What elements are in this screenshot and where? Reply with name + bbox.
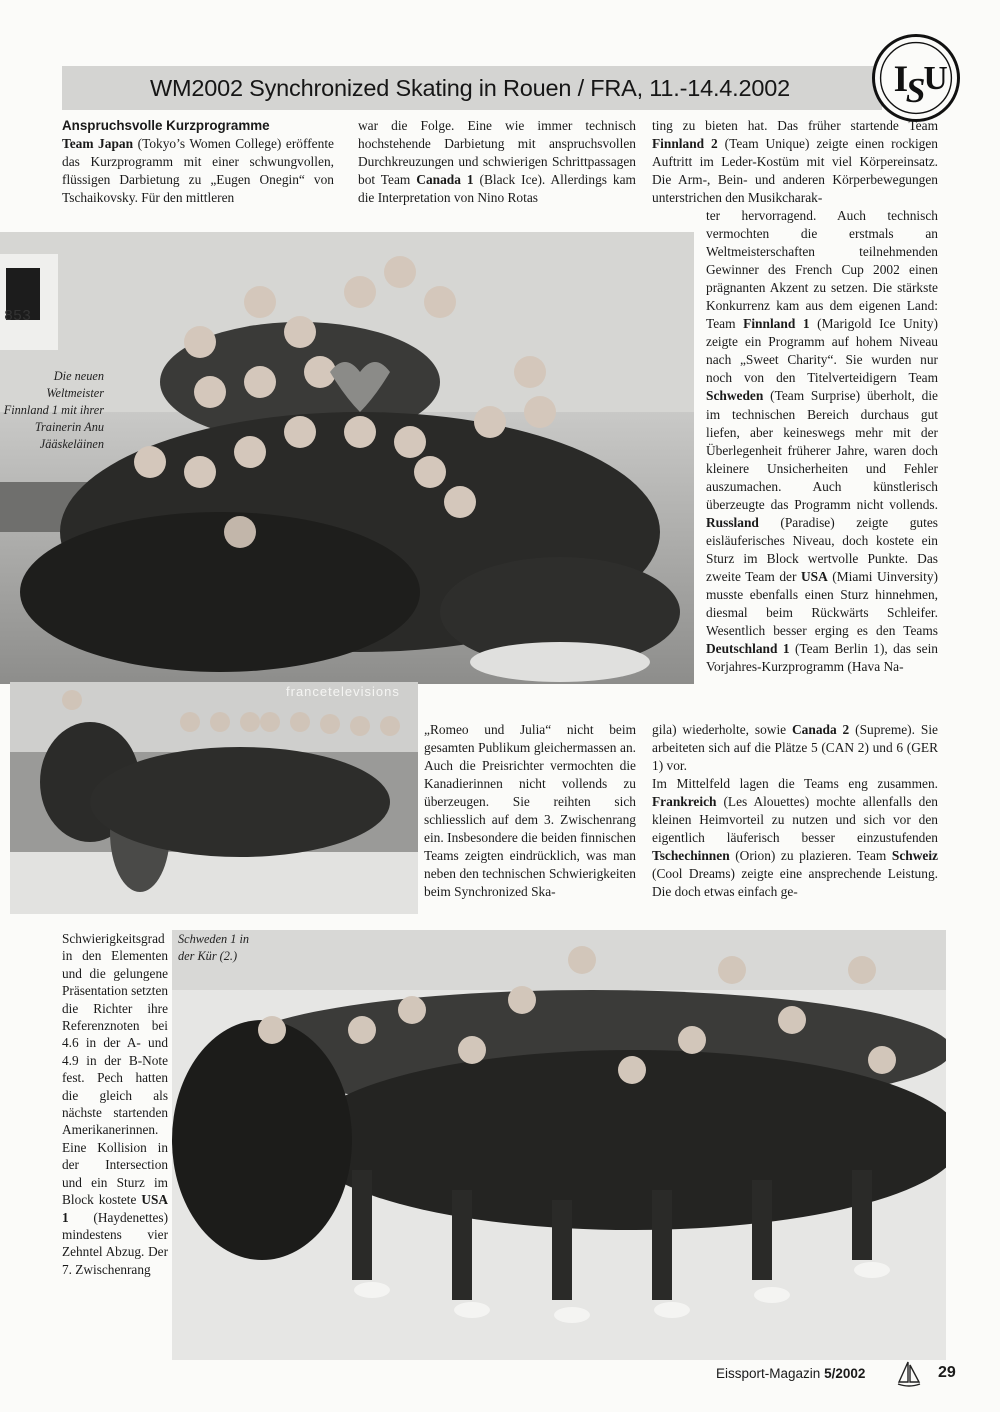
team-photo-sign: 853 [4,308,32,325]
text-run: (Paradise) zeigte gutes eisläuferisches Niveau, doch kostete ein Sturz im Block wertvolle Punkte. Das zweite Team der [706,514,938,584]
footer-magazine-name: Eissport-Magazin [716,1366,821,1381]
bold-text: Canada 2 [792,722,850,737]
text-run: (Team Berlin 1), das sein Vorjahres-Kurzprogramm (Hava Na- [706,641,938,675]
svg-text:U: U [923,60,948,98]
footer-issue: 5/2002 [824,1366,866,1381]
text-run: (Supreme). Sie arbeiteten sich auf die Plätze 5 (CAN 2) und 6 (GER 1) vor. [652,722,938,774]
article-col2-mid [424,721,636,901]
text-run: (Marigold Ice Unity) zeigte ein Programm auf hohem Niveau nach „Sweet Charity“. Sie wurden nur noch von den Titelverteidigern Team [706,316,938,386]
isu-logo [872,34,960,122]
article-col-bottom [62,930,168,1278]
article-col3-wrap [706,207,938,676]
text-run: Im Mittelfeld lagen die Teams eng zusammen. [652,776,938,792]
bold-text: Schweiz [891,848,938,864]
text-run: (Black Ice). Allerdings kam die Interpretation von Nino Rotas [358,172,636,206]
ceremony-photo [10,682,418,914]
footer-magazine-line [716,1366,865,1381]
bold-text: Team Japan [62,136,134,151]
bold-text: Finnland 2 [652,136,718,152]
ceremony-banner: francetelevisions [286,684,400,699]
text-run: (Orion) zu plazieren. Team [729,848,892,864]
page-number: 29 [938,1364,956,1381]
text-run: (Team Unique) zeigte einen rockigen Auftritt im Leder-Kostüm mit viel Körpereinsatz. Die Arm-, Bein- und anderen Körperbewegungen unterstrichen den Musikcharak- [652,136,938,206]
skaters-photo-caption: Schweden 1 in der Kür (2.) [178,932,250,963]
bold-text: Schweden [706,388,764,404]
article-col3-bottom [652,721,938,775]
article-col2 [358,117,636,207]
text-run: (Haydenettes) mindestens vier Zehntel Abzug. Der 7. Zwischenrang [62,1209,168,1277]
article-col3-para2 [652,775,938,901]
skaters-photo [172,930,946,1360]
text-run: (Team Surprise) überholt, die im technischen Bereich durchaus gut liefen, aber keineswegs mehr mit der Überlegenheit früherer Jahre, waren doch kleinere Unsicherheiten und Fehler auszumachen. Auch künstlerisch überzeugte das Programm nicht vollends. [706,388,938,512]
text-run: (Cool Dreams) zeigte eine ansprechende Leistung. Die doch etwas einfach ge- [652,866,938,900]
bold-text: USA [800,568,828,584]
text-run: (Tokyo’s Women College) eröffente das Kurzprogramm mit einer schwungvollen, flüssigen Darbietung zu „Eugen Onegin“ von Tschaikovsky. Für den mittleren [62,136,334,206]
text-run: Schwierigkeitsgrad in den Elementen und die gelungene Präsentation setzten die Richter ihre Referenznoten bei 4.6 in der A- und 4.9 in der B-Note fest. Pech hatten die gleich als nächste startenden Amerikanerinnen. Eine Kollision in der Intersection und ein Sturz im Block kostete [62,931,168,1208]
text-run: gila) wiederholte, sowie [652,722,792,737]
text-run: (Les Alouettes) mochte allenfalls den kleinen Heimvorteil zu nutzen und sich vor den eigentlich läuferisch besser einzustufenden [652,794,938,846]
article-col1 [62,135,334,207]
team-photo-caption: Die neuen Weltmeister Finnland 1 mit ihrer Trainerin Anu Jääskeläinen [3,369,104,451]
text-run: (Miami Uinversity) musste ebenfalls einen Sturz hinnehmen, diesmal beim Rückwärts Schleifer. Wesentlich besser erging es den Teams [706,568,938,639]
text-run: ter hervorragend. Auch technisch vermochten die erstmals an Weltmeisterschaften teilnehmenden Gewinner des French Cup 2002 einen prägnanten Akzent zu setzen. Die stärkste Konkurrenz kam aus dem eigenen Land: Team [706,208,938,332]
bold-text: Deutschland 1 [706,641,790,657]
page-title: WM2002 Synchronized Skating in Rouen / FRA, 11.-14.4.2002 [149,75,790,101]
svg-text:I: I [893,59,909,101]
sailboat-icon [896,1360,922,1388]
article-heading: Anspruchsvolle Kurzprogramme [62,118,270,133]
article-col3-top [652,117,938,207]
text-run: ting zu bieten hat. Das früher startende Team [652,118,938,133]
team-photo [0,232,694,684]
bold-text: Finnland 1 [743,316,810,332]
text-run: war die Folge. Eine wie immer technisch hochstehende Darbietung mit anspruchsvollen Durchkreuzungen und schwierigen Schrittpassagen bot Team [358,118,636,188]
bold-text: Canada 1 [416,172,474,188]
bold-text: Tschechinnen [652,848,730,864]
bold-text: USA 1 [62,1192,168,1225]
text-run: „Romeo und Julia“ nicht beim gesamten Publikum gleichermassen an. Auch die Preisrichter vermochten die Kanadierinnen nicht vollends zu überzeugen. Sie reihten sich schliesslich auf dem 3. Zwischenrang ein. Insbesondere die beiden finnischen Teams zeigten eindrücklich, was man neben den technischen Schwierigkeiten beim Synchronized Ska- [424,722,636,900]
bold-text: Russland [706,514,759,530]
svg-text:S: S [905,70,926,111]
bold-text: Frankreich [652,794,717,810]
